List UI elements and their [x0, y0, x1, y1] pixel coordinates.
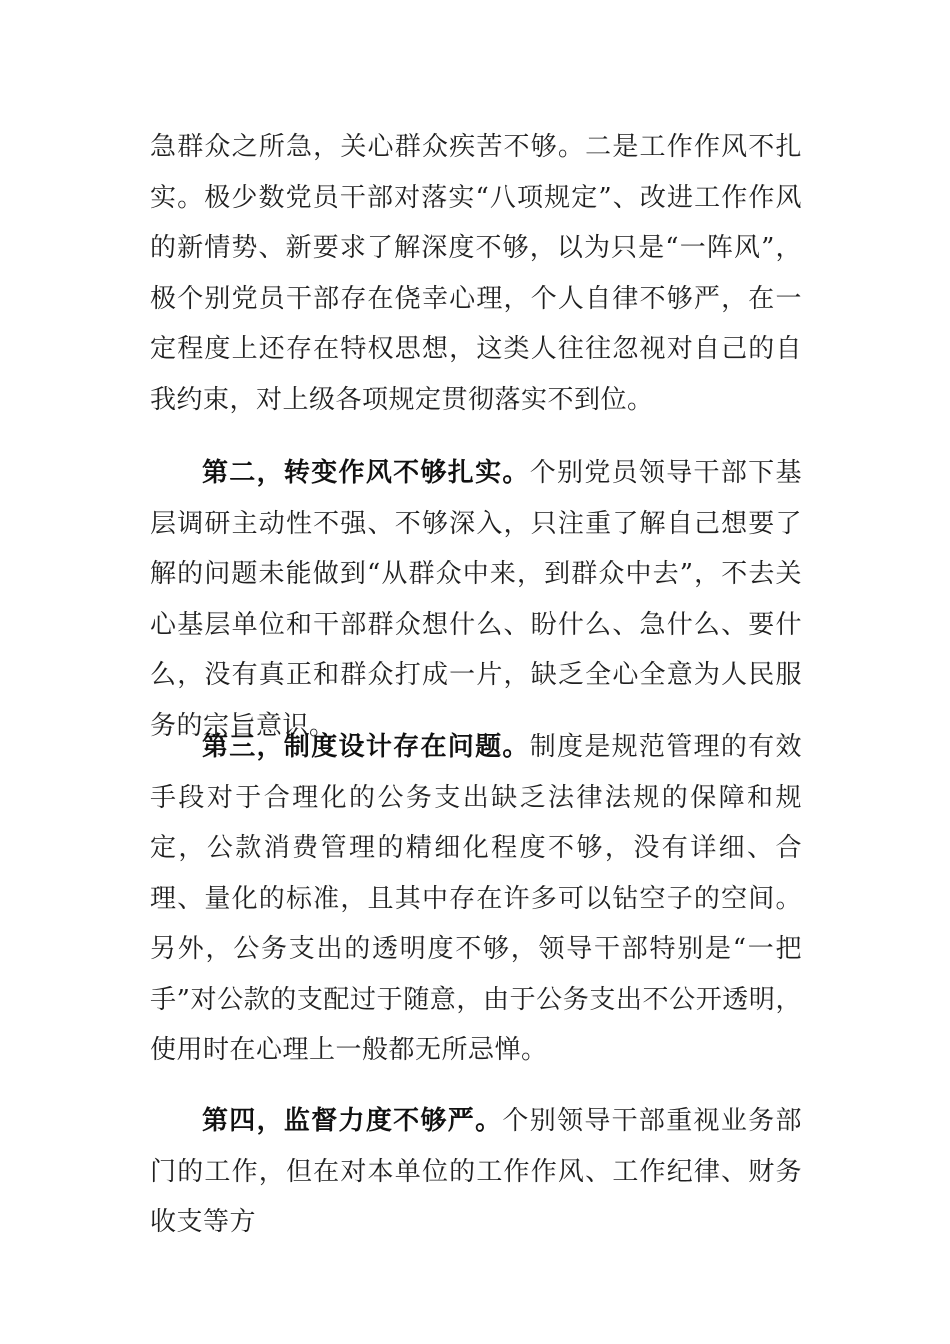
paragraph-lead: 第三，制度设计存在问题。: [202, 732, 530, 762]
paragraph-lead: 第四，监督力度不够严。: [202, 1106, 503, 1136]
paragraph-continuation: [150, 122, 802, 425]
paragraph-text: 急群众之所急，关心群众疾苦不够。二是工作作风不扎实。极少数党员干部对落实“八项规定”、改进工作作风的新情势、新要求了解深度不够，以为只是“一阵风”，极个别党员干部存在侥幸心理，个人自律不够严，在一定程度上还存在特权思想，这类人往往忽视对自己的自我约束，对上级各项规定贯彻落实不到位。: [150, 132, 802, 415]
paragraph-lead: 第二，转变作风不够扎实。: [202, 458, 530, 488]
paragraph-second-point: [150, 448, 802, 751]
paragraph-text: 个别领导干部重视业务部门的工作，但在对本单位的工作作风、工作纪律、财务收支等方: [150, 1106, 802, 1237]
paragraph-text: 个别党员领导干部下基层调研主动性不强、不够深入，只注重了解自己想要了解的问题未能做到“从群众中来，到群众中去”，不去关心基层单位和干部群众想什么、盼什么、急什么、要什么，没有真正和群众打成一片，缺乏全心全意为人民服务的宗旨意识。: [150, 458, 802, 741]
paragraph-fourth-point: [150, 1096, 802, 1248]
paragraph-third-point: [150, 722, 802, 1076]
paragraph-text: 制度是规范管理的有效手段对于合理化的公务支出缺乏法律法规的保障和规定，公款消费管理的精细化程度不够，没有详细、合理、量化的标准，且其中存在许多可以钻空子的空间。另外，公务支出的透明度不够，领导干部特别是“一把手”对公款的支配过于随意，由于公务支出不公开透明，使用时在心理上一般都无所忌惮。: [150, 732, 802, 1065]
